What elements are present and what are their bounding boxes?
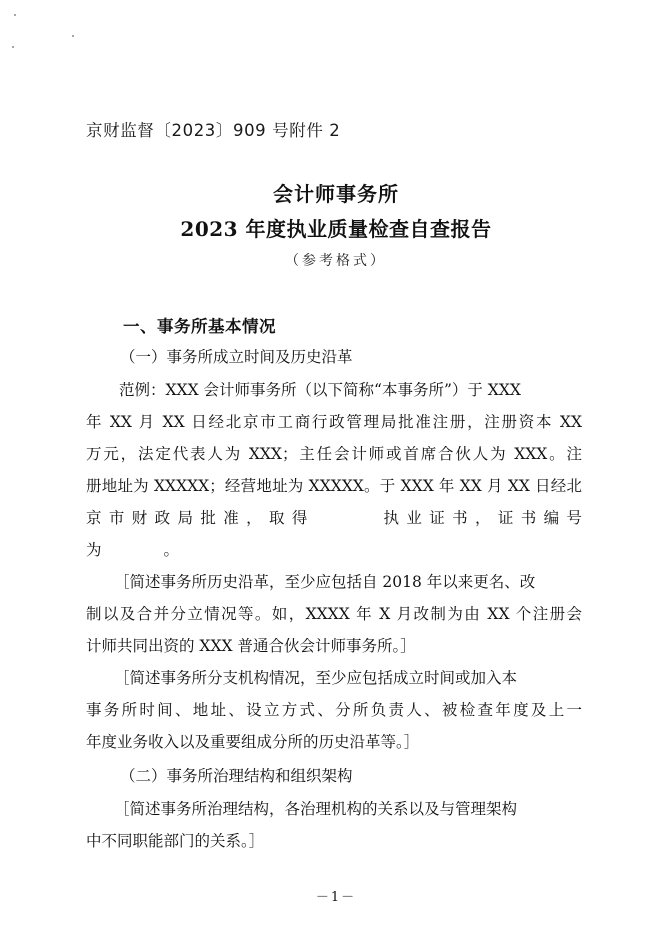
scan-speck	[14, 14, 16, 16]
paragraph-line: ［简述事务所分支机构情况，至少应包括成立时间或加入本	[114, 669, 518, 687]
paragraph-line: 计师共同出资的 XXX 普通合伙会计师事务所。］	[86, 637, 416, 655]
paragraph-line: ［简述事务所治理结构，各治理机构的关系以及与管理架构	[114, 800, 518, 818]
page-number: －1－	[315, 890, 357, 905]
subsection-heading: （一）事务所成立时间及历史沿革	[120, 348, 353, 366]
subsection-heading: （二）事务所治理结构和组织架构	[120, 767, 353, 785]
paragraph-line: 事务所时间、地址、设立方式、分所负责人、被检查年度及上一	[86, 701, 582, 719]
section-heading: 一、事务所基本情况	[123, 317, 276, 336]
scan-speck	[72, 35, 74, 37]
paragraph-line: 为 。	[86, 541, 180, 559]
paragraph-line: 中不同职能部门的关系。］	[86, 832, 265, 850]
paragraph-line: 京市财政局批准，取得 执业证书，证书编号	[86, 509, 582, 527]
paragraph-line: ［简述事务所历史沿革，至少应包括自 2018 年以来更名、改	[114, 573, 536, 591]
subtitle: （参考格式）	[285, 253, 387, 269]
paragraph-line: 万元，法定代表人为 XXX；主任会计师或首席合伙人为 XXX。注	[86, 445, 582, 463]
paragraph-line: 制以及合并分立情况等。如，XXXX 年 X 月改制为由 XX 个注册会	[86, 605, 582, 623]
title-line-2: 2023 年度执业质量检查自查报告	[180, 217, 492, 241]
paragraph-line: 年 XX 月 XX 日经北京市工商行政管理局批准注册，注册资本 XX	[86, 413, 582, 431]
document-reference: 京财监督〔2023〕909 号附件 2	[86, 121, 341, 140]
paragraph-line: 册地址为 XXXXX；经营地址为 XXXXX。于 XXX 年 XX 月 XX 日经北	[86, 477, 582, 495]
paragraph-line: 范例：XXX 会计师事务所（以下简称“本事务所”）于 XXX	[119, 381, 521, 399]
scan-speck	[12, 46, 14, 48]
paragraph-line: 年度业务收入以及重要组成分所的历史沿革等。］	[86, 733, 420, 751]
title-line-1: 会计师事务所	[273, 182, 399, 206]
